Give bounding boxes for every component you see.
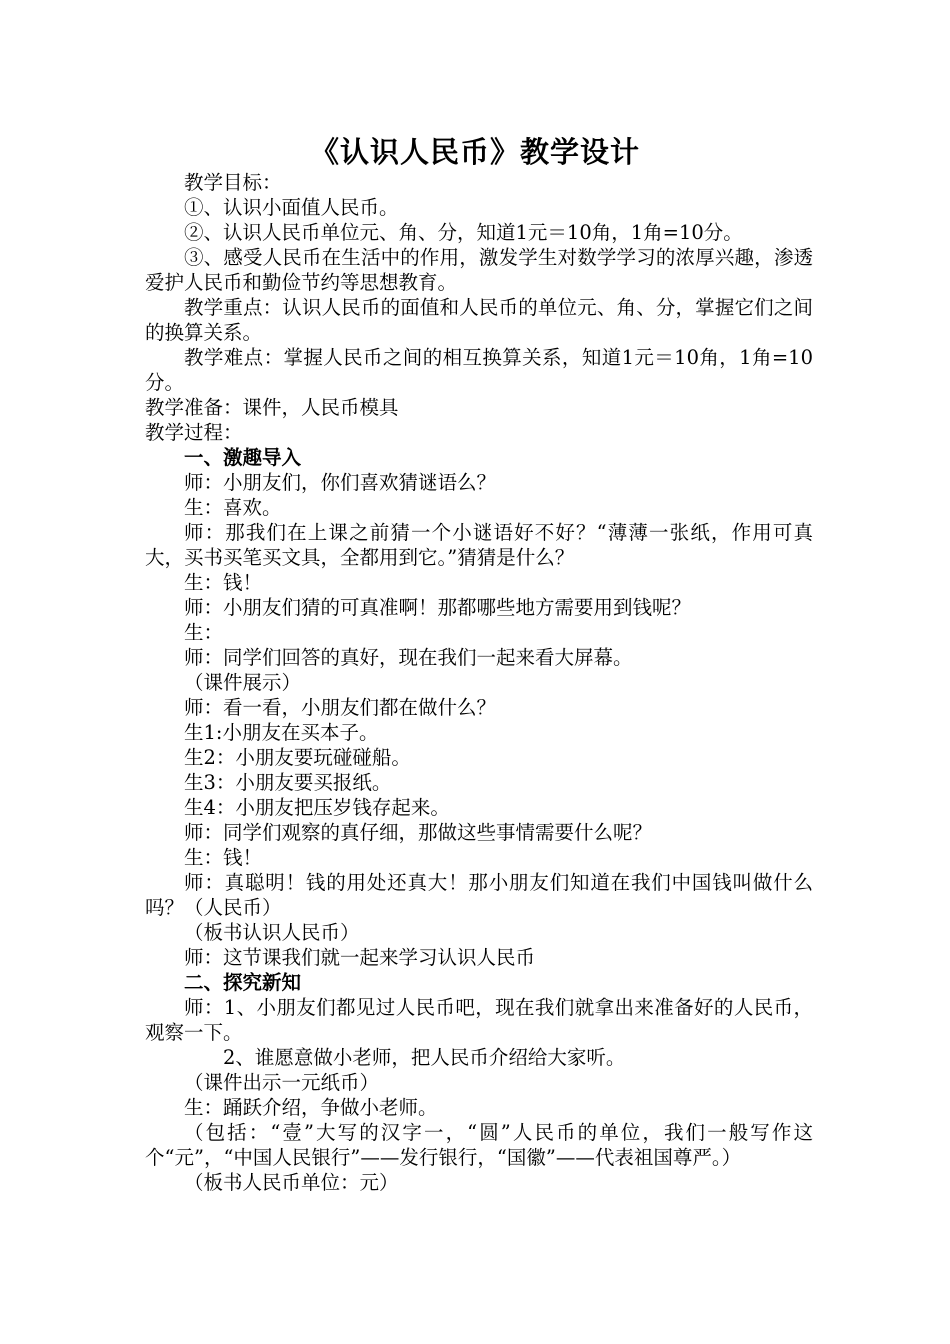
paragraph-objectives-label: 教学目标： [184, 171, 282, 194]
dialogue-line: 师：同学们回答的真好，现在我们一起来看大屏幕。 [184, 646, 633, 669]
stage-note: （板书人民币单位：元） [184, 1171, 399, 1194]
paragraph-preparation: 教学准备：课件，人民币模具 [145, 396, 399, 419]
section-heading-intro: 一、激趣导入 [184, 446, 302, 469]
paragraph-process-label: 教学过程： [145, 421, 243, 444]
stage-note: （课件展示） [184, 671, 302, 694]
paragraph-objective-3: ③、感受人民币在生活中的作用，激发学生对数学学习的浓厚兴趣，渗透爱护人民币和勤俭节约等思想教育。 [145, 246, 813, 294]
dialogue-line: 师：那我们在上课之前猜一个小谜语好不好？“薄薄一张纸，作用可真大，买书买笔买文具，全都用到它。”猜猜是什么？ [145, 521, 813, 569]
section-heading-explore: 二、探究新知 [184, 971, 302, 994]
stage-note: （包括：“壹”大写的汉字一，“圆”人民币的单位，我们一般写作这个“元”，“中国人民银行”——发行银行，“国徽”——代表祖国尊严。） [145, 1121, 813, 1169]
dialogue-line: 师：小朋友们，你们喜欢猜谜语么？ [184, 471, 497, 494]
paragraph-difficulties: 教学难点：掌握人民币之间的相互换算关系，知道1元＝10角，1角=10分。 [145, 346, 813, 394]
document-body [145, 170, 813, 1195]
stage-note: （课件出示一元纸币） [184, 1071, 380, 1094]
dialogue-line: 师：真聪明！钱的用处还真大！那小朋友们知道在我们中国钱叫做什么吗？（人民币） [145, 871, 813, 919]
dialogue-line: 师：同学们观察的真仔细，那做这些事情需要什么呢？ [184, 821, 653, 844]
paragraph-objective-2: ②、认识人民币单位元、角、分，知道1元＝10角，1角=10分。 [184, 221, 743, 244]
dialogue-line: 2、谁愿意做小老师，把人民币介绍给大家听。 [223, 1046, 626, 1069]
dialogue-line: 生：钱！ [184, 571, 263, 594]
dialogue-line: 生：踊跃介绍，争做小老师。 [184, 1096, 438, 1119]
dialogue-line: 生1:小朋友在买本子。 [184, 721, 379, 744]
dialogue-line: 生3：小朋友要买报纸。 [184, 771, 392, 794]
dialogue-line: 生4：小朋友把压岁钱存起来。 [184, 796, 450, 819]
dialogue-line: 生：钱！ [184, 846, 263, 869]
dialogue-line: 生2：小朋友要玩碰碰船。 [184, 746, 411, 769]
paragraph-key-points: 教学重点：认识人民币的面值和人民币的单位元、角、分，掌握它们之间的换算关系。 [145, 296, 813, 344]
dialogue-line: 师：小朋友们猜的可真准啊！那都哪些地方需要用到钱呢？ [184, 596, 692, 619]
document-title: 《认识人民币》教学设计 [309, 135, 640, 169]
paragraph-objective-1: ①、认识小面值人民币。 [184, 196, 399, 219]
dialogue-line: 生： [184, 621, 224, 644]
dialogue-line: 师：这节课我们就一起来学习认识人民币 [184, 946, 536, 969]
dialogue-line: 师：看一看，小朋友们都在做什么？ [184, 696, 497, 719]
dialogue-line: 师：1、小朋友们都见过人民币吧，现在我们就拿出来准备好的人民币，观察一下。 [145, 996, 813, 1044]
stage-note: （板书认识人民币） [184, 921, 360, 944]
dialogue-line: 生：喜欢。 [184, 496, 282, 519]
